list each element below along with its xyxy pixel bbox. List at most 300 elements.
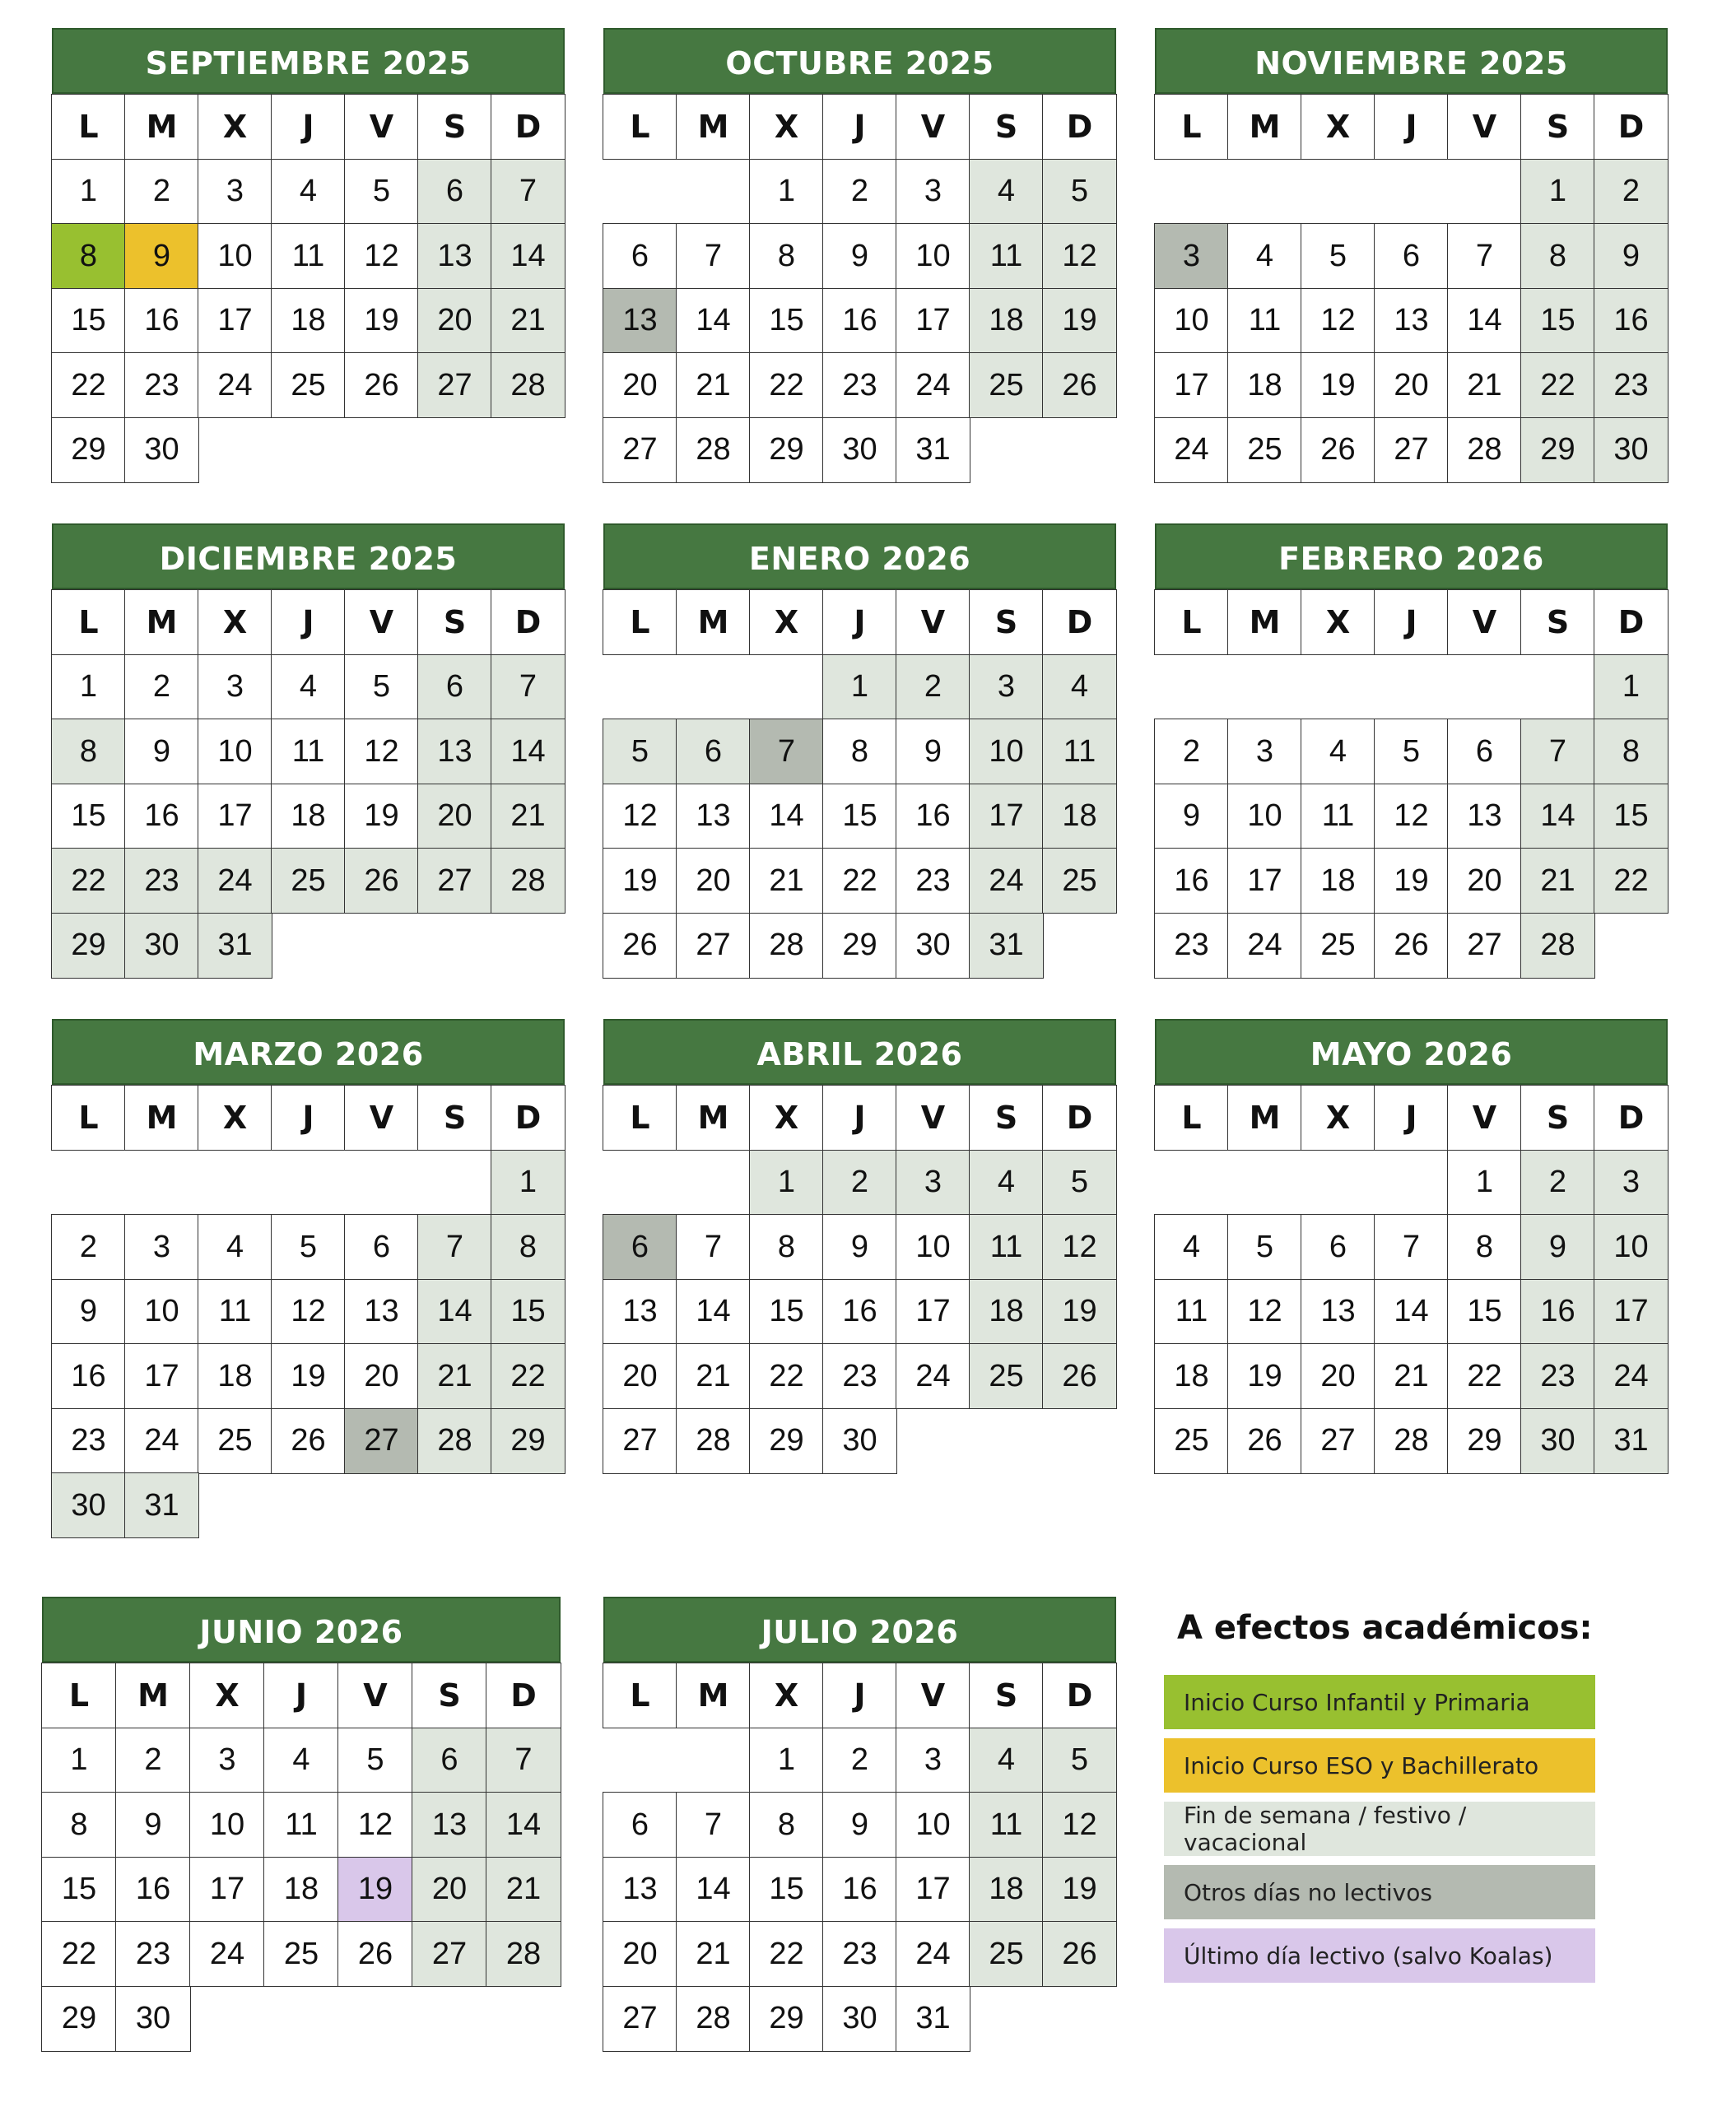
day-cell: 11 <box>271 719 346 784</box>
day-cell: 20 <box>603 1343 677 1409</box>
day-cell: 24 <box>969 848 1044 914</box>
month-title: JUNIO 2026 <box>42 1597 561 1663</box>
day-cell: 15 <box>1447 1279 1522 1345</box>
day-cell: 16 <box>124 288 199 354</box>
weekday-header: X <box>198 1085 272 1151</box>
day-cell: 13 <box>417 223 492 289</box>
day-cell: 10 <box>896 1792 970 1858</box>
day-cell: 9 <box>115 1792 191 1858</box>
day-cell: 28 <box>1374 1408 1449 1474</box>
day-cell: 9 <box>124 223 199 289</box>
day-cell: 1 <box>41 1728 117 1793</box>
day-cell: 9 <box>1520 1214 1595 1280</box>
weekday-header: S <box>1520 589 1595 655</box>
day-cell: 26 <box>1374 913 1449 979</box>
weekday-header: M <box>676 1085 751 1151</box>
day-cell: 19 <box>1042 1279 1117 1345</box>
day-cell: 7 <box>491 654 565 720</box>
month-junio-2026 <box>42 1597 561 2051</box>
day-cell: 16 <box>115 1857 191 1923</box>
day-cell: 8 <box>749 223 824 289</box>
day-cell: 3 <box>896 159 970 225</box>
day-cell: 5 <box>271 1214 346 1280</box>
weekday-header: V <box>1447 589 1522 655</box>
day-cell: 25 <box>271 352 346 418</box>
day-cell: 24 <box>1594 1343 1669 1409</box>
day-cell: 28 <box>491 848 565 914</box>
day-cell: 27 <box>1301 1408 1375 1474</box>
day-cell: 3 <box>124 1214 199 1280</box>
month-title: ENERO 2026 <box>603 523 1116 589</box>
day-cell: 14 <box>676 1857 751 1923</box>
day-cell: 22 <box>1520 352 1595 418</box>
day-cell: 13 <box>1301 1279 1375 1345</box>
day-cell: 18 <box>969 288 1044 354</box>
day-cell: 7 <box>676 223 751 289</box>
day-cell: 3 <box>896 1150 970 1216</box>
day-cell: 12 <box>1042 1792 1117 1858</box>
legend-label: Inicio Curso Infantil y Primaria <box>1184 1688 1530 1716</box>
day-cell: 2 <box>822 159 897 225</box>
weekday-header: X <box>749 1085 824 1151</box>
day-cell: 23 <box>1154 913 1229 979</box>
day-cell: 12 <box>1042 1214 1117 1280</box>
day-cell: 5 <box>337 1728 413 1793</box>
day-cell: 24 <box>198 352 272 418</box>
day-cell: 9 <box>896 719 970 784</box>
empty-cell <box>1154 1150 1229 1216</box>
weekday-header: V <box>1447 1085 1522 1151</box>
day-cell: 26 <box>603 913 677 979</box>
weekday-header: S <box>969 1085 1044 1151</box>
day-cell: 23 <box>1520 1343 1595 1409</box>
day-cell: 29 <box>1447 1408 1522 1474</box>
weekday-header: M <box>115 1663 191 1728</box>
weekday-header: L <box>1154 1085 1229 1151</box>
weekday-header: M <box>124 94 199 160</box>
weekday-header: L <box>1154 94 1229 160</box>
day-cell: 26 <box>337 1921 413 1987</box>
day-cell: 1 <box>491 1150 565 1216</box>
day-cell: 11 <box>1227 288 1302 354</box>
day-cell: 30 <box>822 1986 897 2052</box>
day-cell: 2 <box>115 1728 191 1793</box>
day-cell: 1 <box>1447 1150 1522 1216</box>
day-cell: 8 <box>1594 719 1669 784</box>
day-cell: 21 <box>1447 352 1522 418</box>
day-cell: 26 <box>344 848 419 914</box>
weekday-header: X <box>1301 589 1375 655</box>
day-cell: 27 <box>412 1921 487 1987</box>
day-cell: 29 <box>749 1986 824 2052</box>
day-cell: 23 <box>115 1921 191 1987</box>
empty-cell <box>198 1150 272 1216</box>
day-cell: 1 <box>749 159 824 225</box>
empty-cell <box>51 1150 126 1216</box>
day-cell: 15 <box>749 1279 824 1345</box>
day-cell: 28 <box>417 1408 492 1474</box>
day-cell: 16 <box>822 1279 897 1345</box>
day-cell: 18 <box>969 1857 1044 1923</box>
day-cell: 11 <box>198 1279 272 1345</box>
day-cell: 26 <box>1227 1408 1302 1474</box>
day-cell: 29 <box>1520 417 1595 483</box>
day-cell: 10 <box>896 223 970 289</box>
day-cell: 25 <box>263 1921 339 1987</box>
day-cell: 22 <box>1447 1343 1522 1409</box>
day-cell: 13 <box>412 1792 487 1858</box>
day-cell: 25 <box>1227 417 1302 483</box>
day-cell: 7 <box>417 1214 492 1280</box>
day-cell: 10 <box>896 1214 970 1280</box>
day-cell: 4 <box>1154 1214 1229 1280</box>
day-cell: 16 <box>124 784 199 849</box>
day-cell: 16 <box>822 1857 897 1923</box>
weekday-header: J <box>271 94 346 160</box>
day-cell: 26 <box>344 352 419 418</box>
day-cell: 9 <box>1594 223 1669 289</box>
day-cell: 5 <box>1301 223 1375 289</box>
weekday-header: V <box>344 94 419 160</box>
weekday-header: D <box>486 1663 561 1728</box>
day-cell: 15 <box>491 1279 565 1345</box>
day-cell: 19 <box>337 1857 413 1923</box>
day-cell: 10 <box>969 719 1044 784</box>
empty-cell <box>1227 1150 1302 1216</box>
day-cell: 3 <box>198 159 272 225</box>
day-cell: 7 <box>1520 719 1595 784</box>
day-cell: 24 <box>124 1408 199 1474</box>
day-cell: 13 <box>603 1857 677 1923</box>
day-cell: 17 <box>124 1343 199 1409</box>
day-cell: 18 <box>271 288 346 354</box>
day-cell: 1 <box>1520 159 1595 225</box>
day-cell: 12 <box>603 784 677 849</box>
day-cell: 4 <box>969 1728 1044 1793</box>
day-cell: 14 <box>676 1279 751 1345</box>
day-cell: 17 <box>189 1857 265 1923</box>
weekday-header: L <box>51 94 126 160</box>
month-title: ABRIL 2026 <box>603 1019 1116 1085</box>
day-cell: 8 <box>822 719 897 784</box>
day-cell: 13 <box>1374 288 1449 354</box>
month-title: SEPTIEMBRE 2025 <box>52 28 565 94</box>
day-cell: 3 <box>1227 719 1302 784</box>
day-cell: 31 <box>896 417 970 483</box>
empty-cell <box>1301 654 1375 720</box>
day-cell: 30 <box>124 417 199 483</box>
day-cell: 5 <box>603 719 677 784</box>
weekday-header: X <box>189 1663 265 1728</box>
month-septiembre-2025 <box>52 28 565 482</box>
day-cell: 11 <box>1301 784 1375 849</box>
day-cell: 17 <box>896 1857 970 1923</box>
day-cell: 23 <box>124 848 199 914</box>
weekday-header: S <box>417 589 492 655</box>
day-cell: 2 <box>822 1728 897 1793</box>
day-cell: 20 <box>417 784 492 849</box>
weekday-header: X <box>198 94 272 160</box>
weekday-header: L <box>51 589 126 655</box>
day-cell: 16 <box>896 784 970 849</box>
day-cell: 15 <box>51 784 126 849</box>
day-cell: 21 <box>417 1343 492 1409</box>
day-cell: 20 <box>676 848 751 914</box>
day-cell: 24 <box>198 848 272 914</box>
empty-cell <box>676 159 751 225</box>
day-cell: 3 <box>896 1728 970 1793</box>
weekday-header: V <box>337 1663 413 1728</box>
day-cell: 16 <box>822 288 897 354</box>
day-cell: 14 <box>417 1279 492 1345</box>
day-cell: 20 <box>603 352 677 418</box>
day-cell: 22 <box>491 1343 565 1409</box>
day-cell: 26 <box>1301 417 1375 483</box>
day-cell: 12 <box>1374 784 1449 849</box>
day-cell: 2 <box>124 159 199 225</box>
day-cell: 21 <box>491 288 565 354</box>
weekday-header: J <box>271 1085 346 1151</box>
day-cell: 31 <box>124 1472 199 1538</box>
day-cell: 6 <box>412 1728 487 1793</box>
weekday-header: L <box>603 94 677 160</box>
weekday-header: D <box>1594 1085 1669 1151</box>
empty-cell <box>1154 159 1229 225</box>
weekday-header: V <box>896 1085 970 1151</box>
day-cell: 6 <box>1447 719 1522 784</box>
day-cell: 22 <box>1594 848 1669 914</box>
day-cell: 28 <box>676 1408 751 1474</box>
day-cell: 27 <box>603 1986 677 2052</box>
legend-label: Fin de semana / festivo / vacacional <box>1184 1802 1467 1856</box>
day-cell: 10 <box>198 223 272 289</box>
day-cell: 25 <box>1301 913 1375 979</box>
day-cell: 25 <box>198 1408 272 1474</box>
day-cell: 28 <box>486 1921 561 1987</box>
weekday-header: J <box>263 1663 339 1728</box>
weekday-header: D <box>491 589 565 655</box>
month-title: MAYO 2026 <box>1155 1019 1668 1085</box>
empty-cell <box>1447 159 1522 225</box>
day-cell: 12 <box>1042 223 1117 289</box>
day-cell: 22 <box>51 848 126 914</box>
day-cell: 4 <box>969 1150 1044 1216</box>
weekday-header: S <box>417 1085 492 1151</box>
day-cell: 27 <box>417 352 492 418</box>
day-cell: 4 <box>969 159 1044 225</box>
day-cell: 27 <box>1447 913 1522 979</box>
weekday-header: J <box>1374 589 1449 655</box>
day-cell: 28 <box>1520 913 1595 979</box>
day-cell: 19 <box>344 288 419 354</box>
day-cell: 31 <box>1594 1408 1669 1474</box>
empty-cell <box>603 1728 677 1793</box>
month-marzo-2026 <box>52 1019 565 1538</box>
legend-title: A efectos académicos: <box>1177 1609 1593 1647</box>
day-cell: 4 <box>271 159 346 225</box>
day-cell: 30 <box>115 1986 191 2052</box>
day-cell: 25 <box>1154 1408 1229 1474</box>
day-cell: 24 <box>189 1921 265 1987</box>
day-cell: 14 <box>1447 288 1522 354</box>
weekday-header: X <box>1301 94 1375 160</box>
day-cell: 17 <box>198 288 272 354</box>
day-cell: 15 <box>1594 784 1669 849</box>
day-cell: 24 <box>896 1921 970 1987</box>
day-cell: 24 <box>896 352 970 418</box>
day-cell: 29 <box>51 913 126 979</box>
day-cell: 1 <box>51 159 126 225</box>
weekday-header: J <box>1374 94 1449 160</box>
day-cell: 4 <box>1227 223 1302 289</box>
legend-item-infantil <box>1164 1675 1595 1729</box>
weekday-header: L <box>603 1663 677 1728</box>
weekday-header: J <box>822 94 897 160</box>
day-cell: 23 <box>124 352 199 418</box>
legend-item-festivo <box>1164 1802 1595 1856</box>
day-cell: 9 <box>124 719 199 784</box>
legend-label: Último día lectivo (salvo Koalas) <box>1184 1942 1553 1970</box>
weekday-header: V <box>896 589 970 655</box>
day-cell: 8 <box>1520 223 1595 289</box>
day-cell: 27 <box>603 417 677 483</box>
empty-cell <box>676 654 751 720</box>
day-cell: 17 <box>1227 848 1302 914</box>
day-cell: 26 <box>1042 352 1117 418</box>
day-cell: 29 <box>41 1986 117 2052</box>
day-cell: 12 <box>1227 1279 1302 1345</box>
month-title: JULIO 2026 <box>603 1597 1116 1663</box>
day-cell: 26 <box>1042 1921 1117 1987</box>
day-cell: 19 <box>1301 352 1375 418</box>
day-cell: 20 <box>1301 1343 1375 1409</box>
day-cell: 15 <box>749 1857 824 1923</box>
day-cell: 6 <box>417 159 492 225</box>
day-cell: 30 <box>1594 417 1669 483</box>
day-cell: 18 <box>969 1279 1044 1345</box>
day-cell: 25 <box>969 1343 1044 1409</box>
day-cell: 21 <box>486 1857 561 1923</box>
day-cell: 19 <box>1227 1343 1302 1409</box>
day-cell: 7 <box>1447 223 1522 289</box>
day-cell: 5 <box>1227 1214 1302 1280</box>
day-cell: 10 <box>1227 784 1302 849</box>
month-enero-2026 <box>603 523 1116 978</box>
weekday-header: M <box>124 589 199 655</box>
day-cell: 27 <box>676 913 751 979</box>
day-cell: 14 <box>676 288 751 354</box>
month-octubre-2025 <box>603 28 1116 482</box>
day-cell: 30 <box>822 1408 897 1474</box>
day-cell: 5 <box>1374 719 1449 784</box>
day-cell: 31 <box>198 913 272 979</box>
day-cell: 20 <box>344 1343 419 1409</box>
day-cell: 4 <box>1301 719 1375 784</box>
day-cell: 27 <box>417 848 492 914</box>
day-cell: 11 <box>271 223 346 289</box>
day-cell: 14 <box>491 719 565 784</box>
weekday-header: X <box>749 589 824 655</box>
day-cell: 19 <box>1042 288 1117 354</box>
weekday-header: S <box>1520 1085 1595 1151</box>
day-cell: 20 <box>412 1857 487 1923</box>
day-cell: 16 <box>1154 848 1229 914</box>
day-cell: 21 <box>676 1921 751 1987</box>
day-cell: 4 <box>198 1214 272 1280</box>
empty-cell <box>344 1150 419 1216</box>
day-cell: 14 <box>1520 784 1595 849</box>
weekday-header: M <box>124 1085 199 1151</box>
day-cell: 14 <box>486 1792 561 1858</box>
day-cell: 17 <box>1594 1279 1669 1345</box>
month-febrero-2026 <box>1155 523 1668 978</box>
weekday-header: V <box>344 589 419 655</box>
day-cell: 5 <box>1042 1150 1117 1216</box>
weekday-header: D <box>1042 589 1117 655</box>
day-cell: 6 <box>603 1214 677 1280</box>
weekday-header: X <box>198 589 272 655</box>
month-title: MARZO 2026 <box>52 1019 565 1085</box>
day-cell: 29 <box>749 1408 824 1474</box>
day-cell: 12 <box>1301 288 1375 354</box>
legend-item-no-lectivo <box>1164 1865 1595 1919</box>
weekday-header: J <box>822 1085 897 1151</box>
day-cell: 22 <box>822 848 897 914</box>
month-julio-2026 <box>603 1597 1116 2051</box>
empty-cell <box>1227 654 1302 720</box>
weekday-header: L <box>1154 589 1229 655</box>
empty-cell <box>124 1150 199 1216</box>
day-cell: 12 <box>344 719 419 784</box>
day-cell: 16 <box>1594 288 1669 354</box>
day-cell: 25 <box>969 352 1044 418</box>
day-cell: 22 <box>749 352 824 418</box>
day-cell: 18 <box>271 784 346 849</box>
legend-label: Otros días no lectivos <box>1184 1878 1432 1906</box>
day-cell: 1 <box>822 654 897 720</box>
day-cell: 5 <box>1042 1728 1117 1793</box>
weekday-header: L <box>603 1085 677 1151</box>
month-title: NOVIEMBRE 2025 <box>1155 28 1668 94</box>
day-cell: 5 <box>344 654 419 720</box>
day-cell: 21 <box>676 352 751 418</box>
day-cell: 23 <box>51 1408 126 1474</box>
day-cell: 10 <box>189 1792 265 1858</box>
day-cell: 13 <box>1447 784 1522 849</box>
month-mayo-2026 <box>1155 1019 1668 1473</box>
day-cell: 6 <box>603 1792 677 1858</box>
weekday-header: M <box>676 1663 751 1728</box>
day-cell: 13 <box>603 1279 677 1345</box>
day-cell: 21 <box>676 1343 751 1409</box>
day-cell: 7 <box>491 159 565 225</box>
day-cell: 23 <box>822 1921 897 1987</box>
day-cell: 28 <box>676 417 751 483</box>
day-cell: 19 <box>1374 848 1449 914</box>
day-cell: 27 <box>344 1408 419 1474</box>
day-cell: 20 <box>417 288 492 354</box>
day-cell: 8 <box>51 719 126 784</box>
month-title: DICIEMBRE 2025 <box>52 523 565 589</box>
day-cell: 28 <box>491 352 565 418</box>
day-cell: 8 <box>41 1792 117 1858</box>
day-cell: 2 <box>822 1150 897 1216</box>
weekday-header: D <box>1042 94 1117 160</box>
weekday-header: J <box>271 589 346 655</box>
day-cell: 15 <box>1520 288 1595 354</box>
day-cell: 31 <box>969 913 1044 979</box>
day-cell: 28 <box>676 1986 751 2052</box>
